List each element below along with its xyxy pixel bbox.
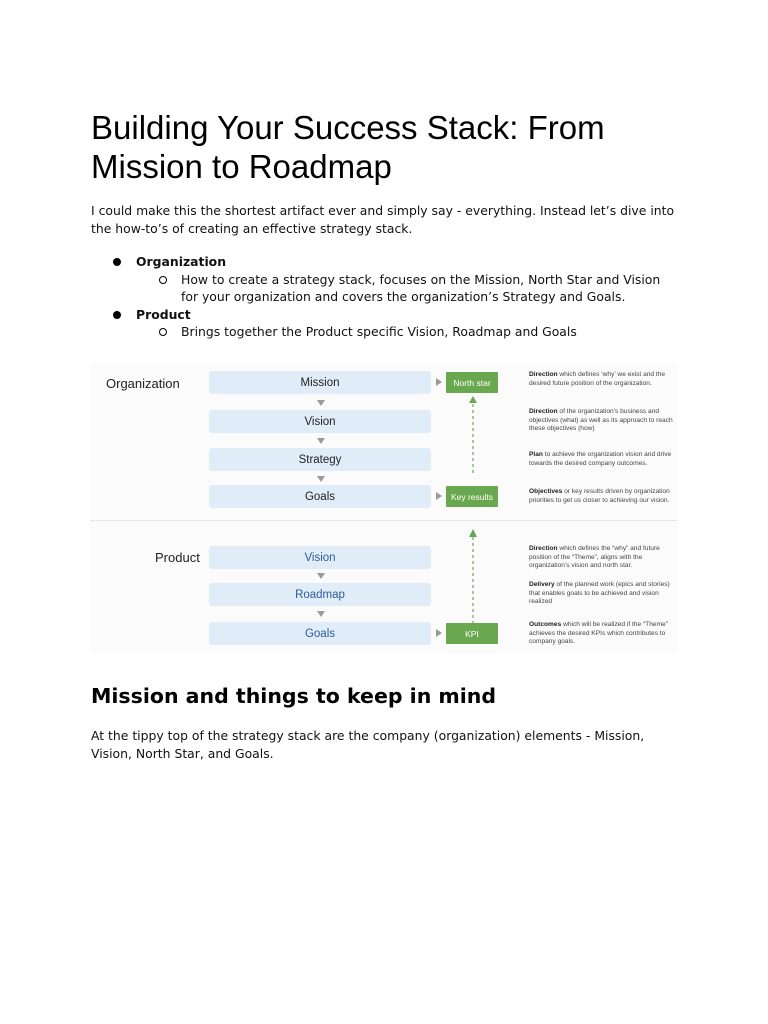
- vision-description: Direction of the organization’s business and objectives (what) as well as its approach to reach these objectives (how): [529, 408, 673, 433]
- section-paragraph: At the tippy top of the strategy stack are the company (organization) elements - Mission, Vision, North Star, and Goals.: [91, 728, 645, 761]
- sub-list-item-text: How to create a strategy stack, focuses on the Mission, North Star and Vision for your organization and covers the organization’s Strategy and Goals.: [181, 271, 661, 304]
- section-heading: Mission and things to keep in mind: [91, 684, 497, 708]
- intro-paragraph: I could make this the shortest artifact ever and simply say - everything. Instead let’s dive into the how-to’s of creating an effective strategy stack.: [91, 203, 675, 236]
- page-title: Building Your Success Stack: From Mission to Roadmap: [91, 109, 605, 185]
- list-item-label: Organization: [136, 254, 227, 269]
- arrow-right-icon: [436, 629, 442, 637]
- list-item-organization: [91, 253, 681, 271]
- strategy-box: Strategy: [209, 448, 431, 471]
- sub-list-item: [91, 271, 681, 306]
- roadmap-box: Roadmap: [209, 583, 431, 606]
- list-item-label: Product: [136, 306, 191, 322]
- arrow-down-icon: [317, 573, 325, 579]
- bullet-circle-icon: [159, 328, 167, 336]
- bullet-dot-icon: [113, 258, 121, 266]
- arrow-right-icon: [436, 378, 442, 386]
- diagram-connectors: [91, 363, 677, 653]
- sub-list-item: [91, 323, 681, 341]
- bullet-list: [91, 253, 681, 341]
- roadmap-description: Delivery of the planned work (epics and stories) that enables goals to be achieved and vision realized: [529, 581, 670, 606]
- sub-list-item-text: Brings together the Product specific Vision, Roadmap and Goals: [181, 324, 577, 339]
- north-star-box: North star: [446, 372, 498, 393]
- arrow-down-icon: [317, 400, 325, 406]
- key-results-box: Key results: [446, 486, 498, 507]
- strategy-stack-diagram: [91, 363, 677, 653]
- goals-box: Goals: [209, 485, 431, 508]
- section-divider: [91, 520, 677, 521]
- arrow-down-icon: [317, 476, 325, 482]
- arrow-down-icon: [317, 438, 325, 444]
- bullet-circle-icon: [159, 276, 167, 284]
- arrow-right-icon: [436, 492, 442, 500]
- product-label: Product: [155, 550, 200, 565]
- arrow-up-icon: [469, 396, 477, 403]
- kpi-box: KPI: [446, 623, 498, 644]
- product-goals-description: Outcomes which will be realized if the “Theme” achieves the desired KPIs which contributes to company goals.: [529, 621, 668, 646]
- arrow-up-icon: [469, 529, 477, 537]
- mission-box: Mission: [209, 371, 431, 394]
- goals-description: Objectives or key results driven by organization priorities to get us closer to achieving our vision.: [529, 488, 670, 504]
- list-item-product: [91, 306, 681, 324]
- strategy-description: Plan to achieve the organization vision and drive towards the desired company outcomes.: [529, 451, 672, 467]
- vision-box: Vision: [209, 410, 431, 433]
- mission-description: Direction which defines ‘why’ we exist and the desired future position of the organization.: [529, 371, 666, 387]
- bullet-dot-icon: [113, 311, 121, 319]
- product-vision-description: Direction which defines the “why” and future position of the “Theme”, aligns with the organization’s vision and north star.: [529, 545, 660, 570]
- product-goals-box: Goals: [209, 622, 431, 645]
- product-vision-box: Vision: [209, 546, 431, 569]
- organization-label: Organization: [106, 376, 180, 391]
- arrow-down-icon: [317, 611, 325, 617]
